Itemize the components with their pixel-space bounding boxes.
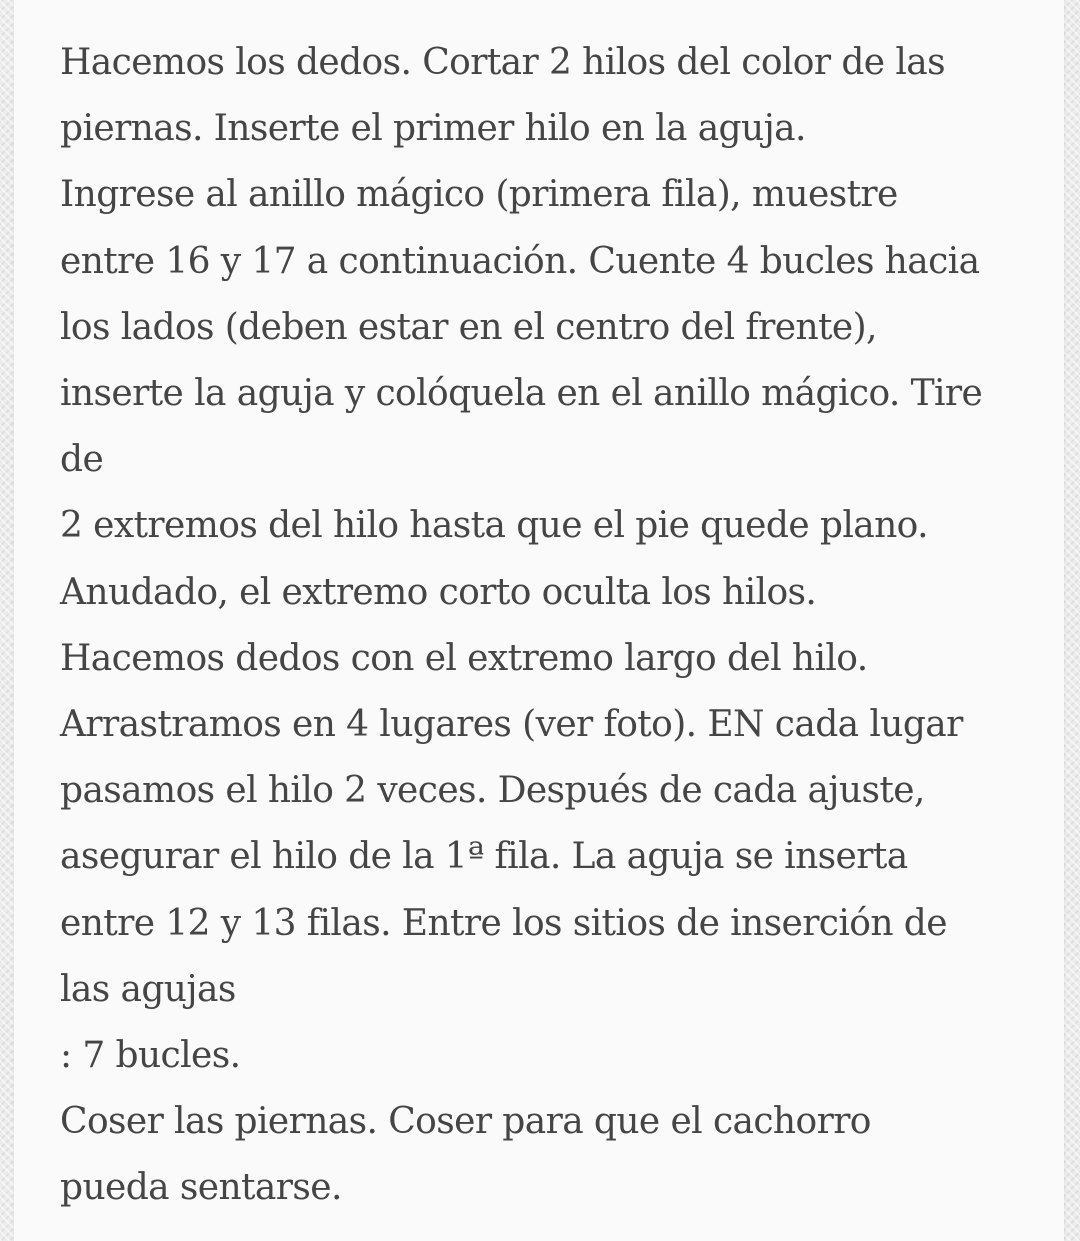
text-line: Ingrese al anillo mágico (primera fila), muestre <box>60 174 898 216</box>
article-page <box>14 0 1064 1241</box>
text-line: Anudado, el extremo corto oculta los hilos. <box>60 571 817 613</box>
article-text <box>60 30 1060 1222</box>
text-line: entre 16 y 17 a continuación. Cuente 4 bucles hacia <box>60 240 980 282</box>
text-line: pueda sentarse. <box>60 1167 342 1209</box>
text-line: Hacemos dedos con el extremo largo del hilo. <box>60 637 868 679</box>
text-line: : 7 bucles. <box>60 1035 241 1077</box>
text-line: las agujas <box>60 968 236 1010</box>
text-line: piernas. Inserte el primer hilo en la aguja. <box>60 108 806 150</box>
text-line: entre 12 y 13 filas. Entre los sitios de inserción de <box>60 902 947 944</box>
text-line: los lados (deben estar en el centro del frente), <box>60 306 877 348</box>
text-line: Coser las piernas. Coser para que el cachorro <box>60 1101 871 1143</box>
text-line: Arrastramos en 4 lugares (ver foto). EN cada lugar <box>60 704 963 746</box>
text-line: 2 extremos del hilo hasta que el pie quede plano. <box>60 505 928 547</box>
text-line: pasamos el hilo 2 veces. Después de cada ajuste, <box>60 770 925 812</box>
text-line: Hacemos los dedos. Cortar 2 hilos del color de las <box>60 42 945 83</box>
text-line: inserte la aguja y colóquela en el anillo mágico. Tire <box>60 373 983 415</box>
text-line: de <box>60 439 104 481</box>
text-line: asegurar el hilo de la 1ª fila. La aguja se inserta <box>60 836 908 878</box>
